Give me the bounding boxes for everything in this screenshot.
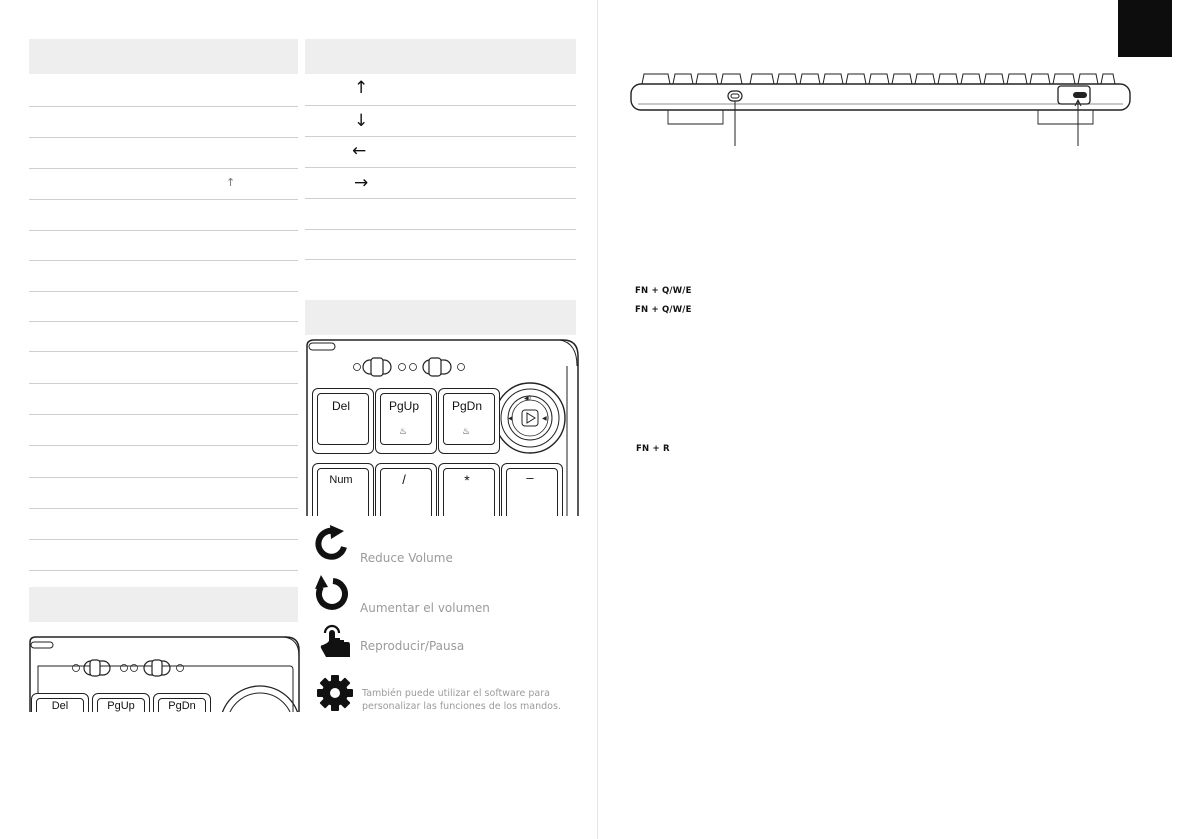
svg-text:◀): ◀) xyxy=(542,415,549,422)
key-label: * xyxy=(464,472,470,488)
middle-table-row-line xyxy=(305,105,576,106)
knob-action-label: Reproducir/Pausa xyxy=(360,639,465,653)
left-table-row-line xyxy=(29,230,298,231)
knob-software-note-line2: personalizar las funciones de los mandos. xyxy=(362,701,561,712)
middle-section-header xyxy=(305,300,576,335)
key-label: Num xyxy=(329,474,353,486)
keyboard-back-view-illustration xyxy=(628,70,1133,150)
left-table-row-line xyxy=(29,351,298,352)
left-table-row-line xyxy=(29,539,298,540)
left-table-row-line xyxy=(29,291,298,292)
arrow-up-icon: ↑ xyxy=(354,78,369,98)
middle-table-row-line xyxy=(305,136,576,137)
backlight-down-icon: ♨ xyxy=(398,426,408,436)
key-label: / xyxy=(402,472,406,487)
backlight-up-icon: ♨ xyxy=(461,426,471,436)
middle-table-row-line xyxy=(305,259,576,260)
left-table-row-line xyxy=(29,106,298,107)
svg-text:◀: ◀ xyxy=(508,415,513,422)
key-num xyxy=(312,463,374,516)
arrow-up-small-icon: ↑ xyxy=(226,176,236,189)
knob-software-note-line1: También puede utilizar el software para xyxy=(362,688,550,699)
key-label: Del xyxy=(51,700,69,712)
fn-combo-label: FN + R xyxy=(636,444,670,454)
fn-combo-label: FN + Q/W/E xyxy=(635,305,692,315)
left-table-row-line xyxy=(29,383,298,384)
key-label: PgDn xyxy=(451,399,483,413)
middle-table-row-line xyxy=(305,167,576,168)
left-table-row-line xyxy=(29,199,298,200)
left-table-row-line xyxy=(29,570,298,571)
key-slash xyxy=(375,463,437,516)
left-table-row-line xyxy=(29,414,298,415)
left-table-row-line xyxy=(29,260,298,261)
left-table-row-line xyxy=(29,168,298,169)
gear-icon xyxy=(316,674,354,712)
page-divider xyxy=(597,0,598,839)
left-table-header xyxy=(29,39,298,74)
knob-action-label: Aumentar el volumen xyxy=(360,601,490,615)
middle-table-row-line xyxy=(305,229,576,230)
key-label: Del xyxy=(331,399,350,413)
left-table-row-line xyxy=(29,445,298,446)
svg-text:◀): ◀) xyxy=(524,395,531,402)
key-label: PgDn xyxy=(168,700,196,712)
left-table-row-line xyxy=(29,477,298,478)
left-table-row-line xyxy=(29,508,298,509)
key-label: PgUp xyxy=(388,399,420,413)
fn-combo-label: FN + Q/W/E xyxy=(635,286,692,296)
arrow-right-icon: → xyxy=(354,173,369,193)
knob-action-label: Reduce Volume xyxy=(360,551,453,565)
key-pgdn xyxy=(438,388,500,454)
keyboard-corner-illustration xyxy=(305,338,580,516)
left-section-header xyxy=(29,587,298,622)
keyboard-corner-illustration-left xyxy=(28,636,302,712)
key-del xyxy=(312,388,374,454)
section-tab-marker xyxy=(1118,0,1172,57)
key-asterisk xyxy=(438,463,500,516)
key-pgup xyxy=(375,388,437,454)
arrow-left-icon: ← xyxy=(352,141,367,161)
rotate-counterclockwise-icon xyxy=(313,575,353,611)
left-table-row-line xyxy=(29,321,298,322)
rotate-clockwise-icon xyxy=(314,525,354,561)
left-table-row-line xyxy=(29,137,298,138)
middle-table-header xyxy=(305,39,576,74)
arrow-down-icon: ↓ xyxy=(354,111,369,131)
key-label: PgUp xyxy=(107,700,135,712)
middle-table-row-line xyxy=(305,198,576,199)
tap-hand-icon xyxy=(318,621,352,659)
key-label: – xyxy=(526,470,534,485)
